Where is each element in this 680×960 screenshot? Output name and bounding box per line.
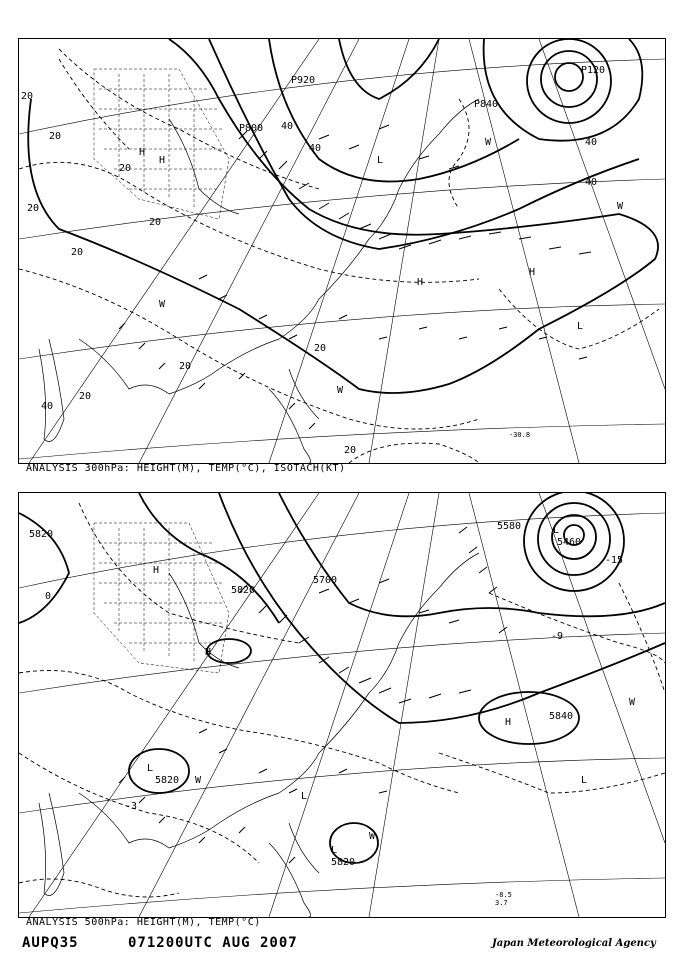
label-5460: 5460 xyxy=(557,537,582,548)
label-p800: P800 xyxy=(239,123,264,134)
label-20: 20 xyxy=(49,131,62,142)
label-h: H xyxy=(153,565,160,576)
label-minus9: -9 xyxy=(551,631,564,642)
label-l: L xyxy=(147,763,154,774)
label-40: 40 xyxy=(309,143,322,154)
label-l: L xyxy=(553,525,560,536)
label-5820: 5820 xyxy=(29,529,54,540)
chart-500hpa-panel xyxy=(18,492,666,918)
label-p120: P120 xyxy=(581,65,606,76)
label-5820: 5820 xyxy=(331,857,356,868)
label-20: 20 xyxy=(119,163,132,174)
valid-time: 071200UTC AUG 2007 xyxy=(128,935,298,951)
label-5820: 5820 xyxy=(231,585,256,596)
label-w: W xyxy=(369,831,376,842)
caption-300hpa: ANALYSIS 300hPa: HEIGHT(M), TEMP(°C), ISOTACH(KT) xyxy=(26,463,346,474)
label-5580: 5580 xyxy=(497,521,522,532)
label-h: H xyxy=(139,147,146,158)
label-w: W xyxy=(337,385,344,396)
label-p920: P920 xyxy=(291,75,316,86)
label-minus3: -3 xyxy=(125,801,138,812)
label-p840: P840 xyxy=(474,99,499,110)
label-20: 20 xyxy=(27,203,40,214)
agency-name: Japan Meteorological Agency xyxy=(492,938,656,949)
label-minus15: -15 xyxy=(605,555,624,566)
label-h: H xyxy=(505,717,512,728)
label-20: 20 xyxy=(314,343,327,354)
label-w: W xyxy=(617,201,624,212)
label-h: H xyxy=(205,647,212,658)
label-20: 20 xyxy=(344,445,357,456)
label-h: H xyxy=(159,155,166,166)
label-40: 40 xyxy=(41,401,54,412)
label-20: 20 xyxy=(149,217,162,228)
label-l: L xyxy=(581,775,588,786)
temp-contours xyxy=(19,503,665,897)
chart-300hpa-panel xyxy=(18,38,666,464)
label-40: 40 xyxy=(585,137,598,148)
label-h: H xyxy=(529,267,536,278)
label-5700: 5700 xyxy=(313,575,338,586)
label-l: L xyxy=(577,321,584,332)
chart-300hpa-map xyxy=(19,39,665,463)
label-20: 20 xyxy=(79,391,92,402)
label-l: L xyxy=(301,791,308,802)
caption-500hpa: ANALYSIS 500hPa: HEIGHT(M), TEMP(°C) xyxy=(26,917,261,928)
coastline xyxy=(39,99,479,463)
label-dewpoint: 3.7 xyxy=(495,899,508,907)
label-40: 40 xyxy=(585,177,598,188)
label-w: W xyxy=(485,137,492,148)
label-20: 20 xyxy=(179,361,192,372)
label-40: 40 xyxy=(281,121,294,132)
label-l: L xyxy=(331,845,338,856)
label-temp: -30.8 xyxy=(509,431,531,439)
label-temp: -8.5 xyxy=(495,891,512,899)
chart-500hpa-map xyxy=(19,493,665,917)
wind-barbs xyxy=(119,125,591,429)
label-w: W xyxy=(195,775,202,786)
label-w: W xyxy=(159,299,166,310)
hatch-area xyxy=(94,69,229,219)
label-5840: 5840 xyxy=(549,711,574,722)
map-labels xyxy=(21,65,624,456)
graticule xyxy=(19,493,665,917)
label-l: L xyxy=(377,155,384,166)
label-20: 20 xyxy=(21,91,34,102)
label-0: 0 xyxy=(45,591,52,602)
label-h: H xyxy=(417,277,424,288)
map-labels xyxy=(29,521,636,907)
chart-id: AUPQ35 xyxy=(22,935,79,951)
label-5820: 5820 xyxy=(155,775,180,786)
label-20: 20 xyxy=(71,247,84,258)
height-contours xyxy=(19,493,665,863)
label-w: W xyxy=(629,697,636,708)
